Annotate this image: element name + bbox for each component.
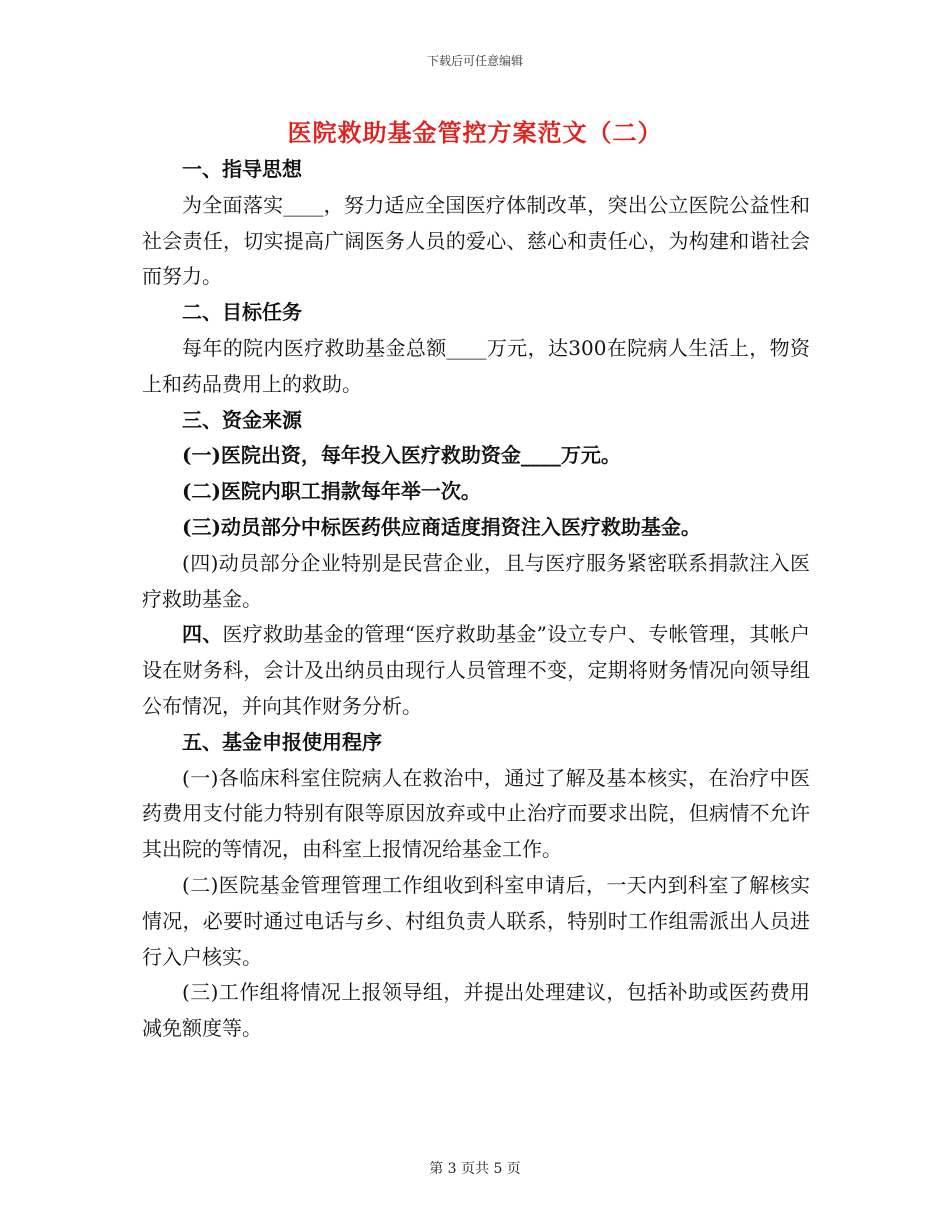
- paragraph-guiding-ideology: 为全面落实____，努力适应全国医疗体制改革，突出公立医院公益性和社会责任，切实提高广阔医务人员的爱心、慈心和责任心，为构建和谐社会而努力。: [142, 192, 810, 289]
- paragraph-procedure-2: (二)医院基金管理管理工作组收到科室申请后，一天内到科室了解核实情况，必要时通过电话与乡、村组负责人联系，特别时工作组需派出人员进行入户核实。: [142, 872, 810, 969]
- section-heading-fund-sources: 三、资金来源: [182, 407, 302, 432]
- paragraph-fund-management-text: 医疗救助基金的管理“医疗救助基金”设立专户、专帐管理，其帐户设在财务科，会计及出纳员由现行人员管理不变，定期将财务情况向领导组公布情况，并向其作财务分析。: [142, 622, 811, 718]
- paragraph-fund-source-3: (三)动员部分中标医药供应商适度捐资注入医疗救助基金。: [182, 514, 701, 539]
- document-body: [142, 152, 810, 1047]
- page-number-footer: 第 3 页共 5 页: [429, 1161, 521, 1177]
- section-heading-target-tasks: 二、目标任务: [182, 300, 302, 325]
- section-heading-application-procedure: 五、基金申报使用程序: [182, 729, 382, 754]
- paragraph-fund-source-2: (二)医院内职工捐款每年举一次。: [182, 479, 481, 504]
- document-title: 医院救助基金管控方案范文（二）: [287, 118, 663, 147]
- paragraph-fund-management: [142, 617, 810, 724]
- paragraph-target-tasks: 每年的院内医疗救助基金总额____万元，达300在院病人生活上，物资上和药品费用上的救助。: [142, 335, 810, 396]
- paragraph-fund-source-1: (一)医院出资，每年投入医疗救助资金____万元。: [182, 443, 621, 468]
- paragraph-procedure-1: (一)各临床科室住院病人在救治中，通过了解及基本核实，在治疗中医药费用支付能力特别有限等原因放弃或中止治疗而要求出院，但病情不允许其出院的等情况，由科室上报情况给基金工作。: [142, 765, 810, 862]
- header-note: 下载后可任意编辑: [426, 54, 523, 68]
- paragraph-procedure-3: (三)工作组将情况上报领导组，并提出处理建议，包括补助或医药费用减免额度等。: [142, 980, 810, 1041]
- paragraph-fund-source-4: (四)动员部分企业特别是民营企业，且与医疗服务紧密联系捐款注入医疗救助基金。: [142, 550, 810, 611]
- section-lead-fund-management: 四、: [182, 622, 223, 647]
- section-heading-guiding-ideology: 一、指导思想: [182, 157, 302, 181]
